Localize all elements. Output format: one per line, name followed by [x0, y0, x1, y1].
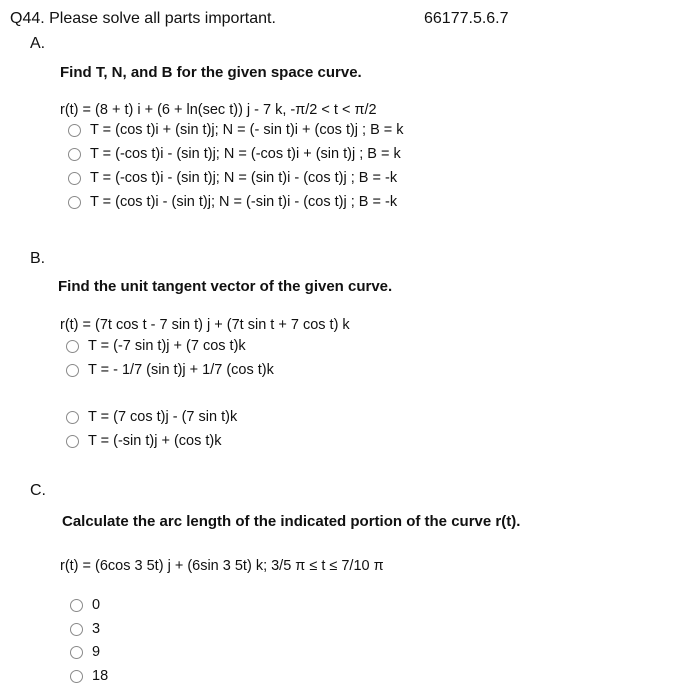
- option-label: T = (7 cos t)j - (7 sin t)k: [88, 409, 238, 425]
- part-b-instruction: Find the unit tangent vector of the given curve.: [58, 278, 393, 295]
- part-a-option-4[interactable]: [68, 194, 397, 210]
- option-label: 3: [92, 621, 101, 637]
- option-label: 9: [92, 644, 101, 660]
- radio-button[interactable]: [66, 340, 79, 353]
- radio-button[interactable]: [66, 364, 79, 377]
- part-a-curve: [60, 102, 377, 118]
- option-label: T = (-sin t)j + (cos t)k: [88, 433, 222, 449]
- option-label: T = (cos t)i - (sin t)j; N = (-sin t)i - (cos t)j ; B = -k: [90, 194, 398, 210]
- option-label: 0: [92, 597, 101, 613]
- part-c-instruction: Calculate the arc length of the indicated portion of the curve r(t).: [62, 513, 521, 530]
- radio-button[interactable]: [68, 124, 81, 137]
- part-b-option-1[interactable]: [66, 338, 246, 354]
- part-c-option-3[interactable]: [70, 644, 100, 660]
- part-a-instruction: Find T, N, and B for the given space curve.: [60, 64, 362, 81]
- part-b-option-2[interactable]: [66, 362, 274, 378]
- part-a-option-1[interactable]: [68, 122, 404, 138]
- part-b-label: B.: [30, 250, 46, 267]
- part-a-option-2[interactable]: [68, 146, 401, 162]
- option-label: T = (-cos t)i - (sin t)j; N = (-cos t)i + (sin t)j ; B = k: [90, 146, 401, 162]
- question-title: Q44. Please solve all parts important.: [10, 10, 276, 27]
- radio-button[interactable]: [68, 148, 81, 161]
- radio-button[interactable]: [66, 411, 79, 424]
- radio-button[interactable]: [70, 670, 83, 683]
- part-c-option-1[interactable]: [70, 597, 100, 613]
- option-label: T = - 1/7 (sin t)j + 1/7 (cos t)k: [88, 362, 274, 378]
- part-a-curve-text: r(t) = (8 + t) i + (6 + ln(sec t)) j - 7 k, -π/2 < t < π/2: [60, 102, 377, 118]
- part-c-option-4[interactable]: [70, 668, 108, 684]
- part-a-option-3[interactable]: [68, 170, 397, 186]
- part-c-curve: r(t) = (6cos 3 5t) j + (6sin 3 5t) k; 3/5 π ≤ t ≤ 7/10 π: [60, 558, 384, 574]
- radio-button[interactable]: [70, 623, 83, 636]
- radio-button[interactable]: [70, 646, 83, 659]
- radio-button[interactable]: [68, 196, 81, 209]
- option-label: 18: [92, 668, 109, 684]
- question-code: 66177.5.6.7: [424, 10, 509, 27]
- part-b-option-3[interactable]: [66, 409, 237, 425]
- radio-button[interactable]: [70, 599, 83, 612]
- part-b-option-4[interactable]: [66, 433, 221, 449]
- part-b-curve: r(t) = (7t cos t - 7 sin t) j + (7t sin t + 7 cos t) k: [60, 317, 350, 333]
- option-label: T = (-cos t)i - (sin t)j; N = (sin t)i - (cos t)j ; B = -k: [90, 170, 398, 186]
- radio-button[interactable]: [66, 435, 79, 448]
- part-c-label: C.: [30, 482, 46, 499]
- part-a-label: A.: [30, 35, 46, 52]
- radio-button[interactable]: [68, 172, 81, 185]
- option-label: T = (cos t)i + (sin t)j; N = (- sin t)i + (cos t)j ; B = k: [90, 122, 404, 138]
- option-label: T = (-7 sin t)j + (7 cos t)k: [88, 338, 246, 354]
- part-c-option-2[interactable]: [70, 621, 100, 637]
